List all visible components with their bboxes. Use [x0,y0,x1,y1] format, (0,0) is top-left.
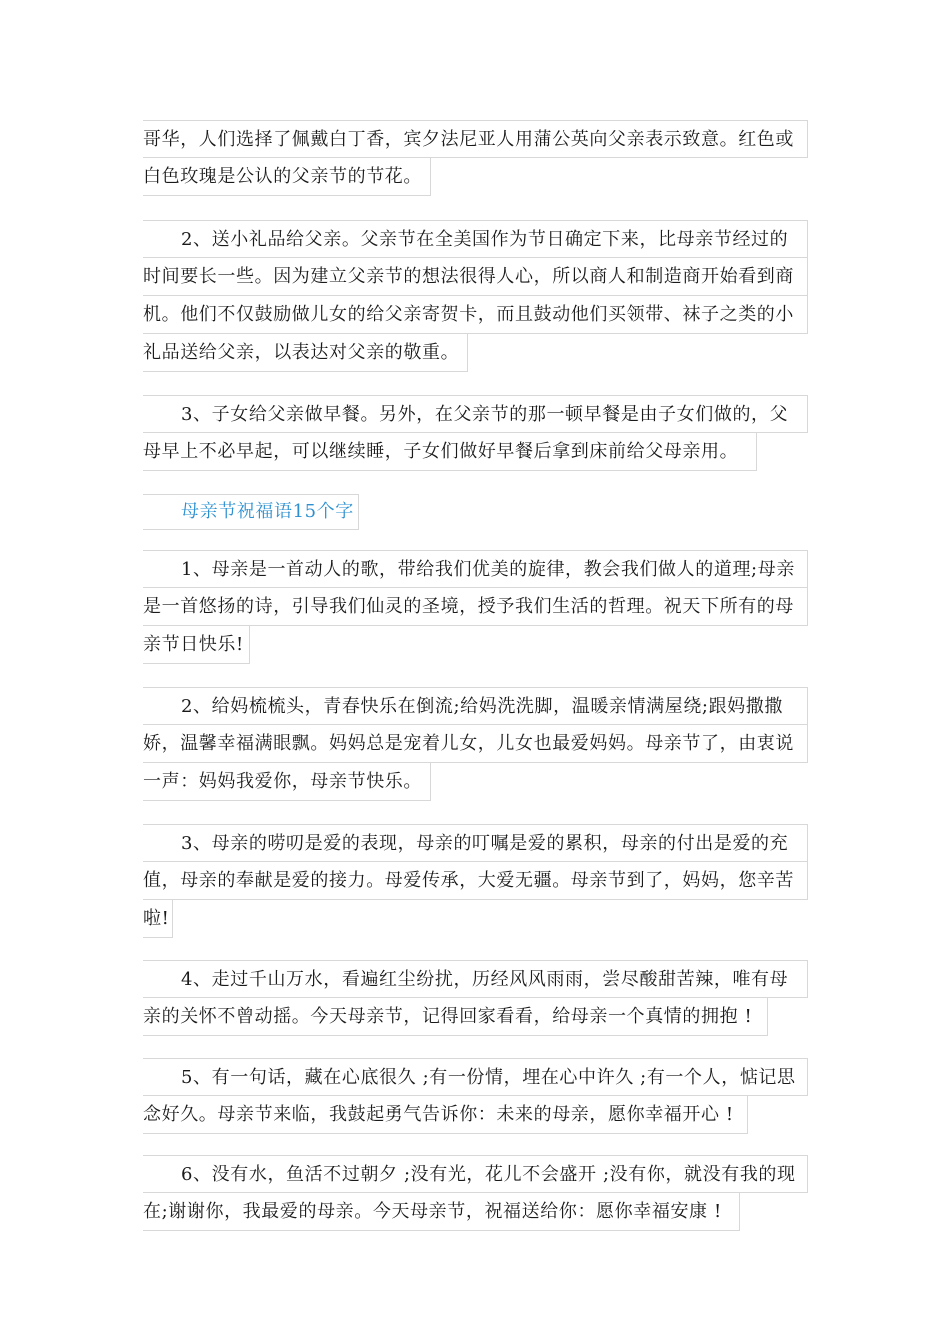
text-line: 哥华，人们选择了佩戴白丁香，宾夕法尼亚人用蒲公英向父亲表示致意。红色或 [143,120,808,158]
blessing-item-1 [143,550,808,664]
text-line: 在;谢谢你，我最爱的母亲。今天母亲节，祝福送给你：愿你幸福安康 ! [143,1193,740,1231]
blessing-item-3 [143,824,808,938]
paragraph-father-day-flowers [143,120,808,196]
text-line: 5、有一句话，藏在心底很久 ;有一份情，埋在心中许久 ;有一个人，惦记思 [143,1058,808,1096]
blessing-item-2 [143,687,808,801]
blessing-item-6 [143,1155,808,1231]
text-line: 值，母亲的奉献是爱的接力。母爱传承，大爱无疆。母亲节到了，妈妈，您辛苦 [143,862,808,900]
text-line: 礼品送给父亲，以表达对父亲的敬重。 [143,334,468,372]
text-line: 2、给妈梳梳头，青春快乐在倒流;给妈洗洗脚，温暖亲情满屋绕;跟妈撒撒 [143,687,808,725]
text-line: 是一首悠扬的诗，引导我们仙灵的圣境，授予我们生活的哲理。祝天下所有的母 [143,588,808,626]
blessing-item-4 [143,960,808,1036]
text-line: 3、子女给父亲做早餐。另外，在父亲节的那一顿早餐是由子女们做的，父 [143,395,808,433]
text-line: 念好久。母亲节来临，我鼓起勇气告诉你：未来的母亲，愿你幸福开心 ! [143,1096,748,1134]
text-line: 2、送小礼品给父亲。父亲节在全美国作为节日确定下来，比母亲节经过的 [143,220,808,258]
text-line: 1、母亲是一首动人的歌，带给我们优美的旋律，教会我们做人的道理;母亲 [143,550,808,588]
text-line: 时间要长一些。因为建立父亲节的想法很得人心，所以商人和制造商开始看到商 [143,258,808,296]
text-line: 白色玫瑰是公认的父亲节的节花。 [143,158,431,196]
text-line: 3、母亲的唠叨是爱的表现，母亲的叮嘱是爱的累积，母亲的付出是爱的充 [143,824,808,862]
paragraph-breakfast-for-father [143,395,808,471]
blessing-item-5 [143,1058,808,1134]
text-line: 6、没有水，鱼活不过朝夕 ;没有光，花儿不会盛开 ;没有你，就没有我的现 [143,1155,808,1193]
text-line: 娇，温馨幸福满眼飘。妈妈总是宠着儿女，儿女也最爱妈妈。母亲节了，由衷说 [143,725,808,763]
section-heading: 母亲节祝福语15个字 [143,494,359,530]
text-line: 亲的关怀不曾动摇。今天母亲节，记得回家看看，给母亲一个真情的拥抱 ! [143,998,768,1036]
text-line: 母早上不必早起，可以继续睡，子女们做好早餐后拿到床前给父母亲用。 [143,433,757,471]
text-line: 4、走过千山万水，看遍红尘纷扰，历经风风雨雨，尝尽酸甜苦辣，唯有母 [143,960,808,998]
text-line: 亲节日快乐! [143,626,250,664]
text-line: 一声：妈妈我爱你，母亲节快乐。 [143,763,431,801]
text-line: 啦! [143,900,173,938]
text-line: 机。他们不仅鼓励做儿女的给父亲寄贺卡，而且鼓动他们买领带、袜子之类的小 [143,296,808,334]
paragraph-gift-for-father [143,220,808,372]
